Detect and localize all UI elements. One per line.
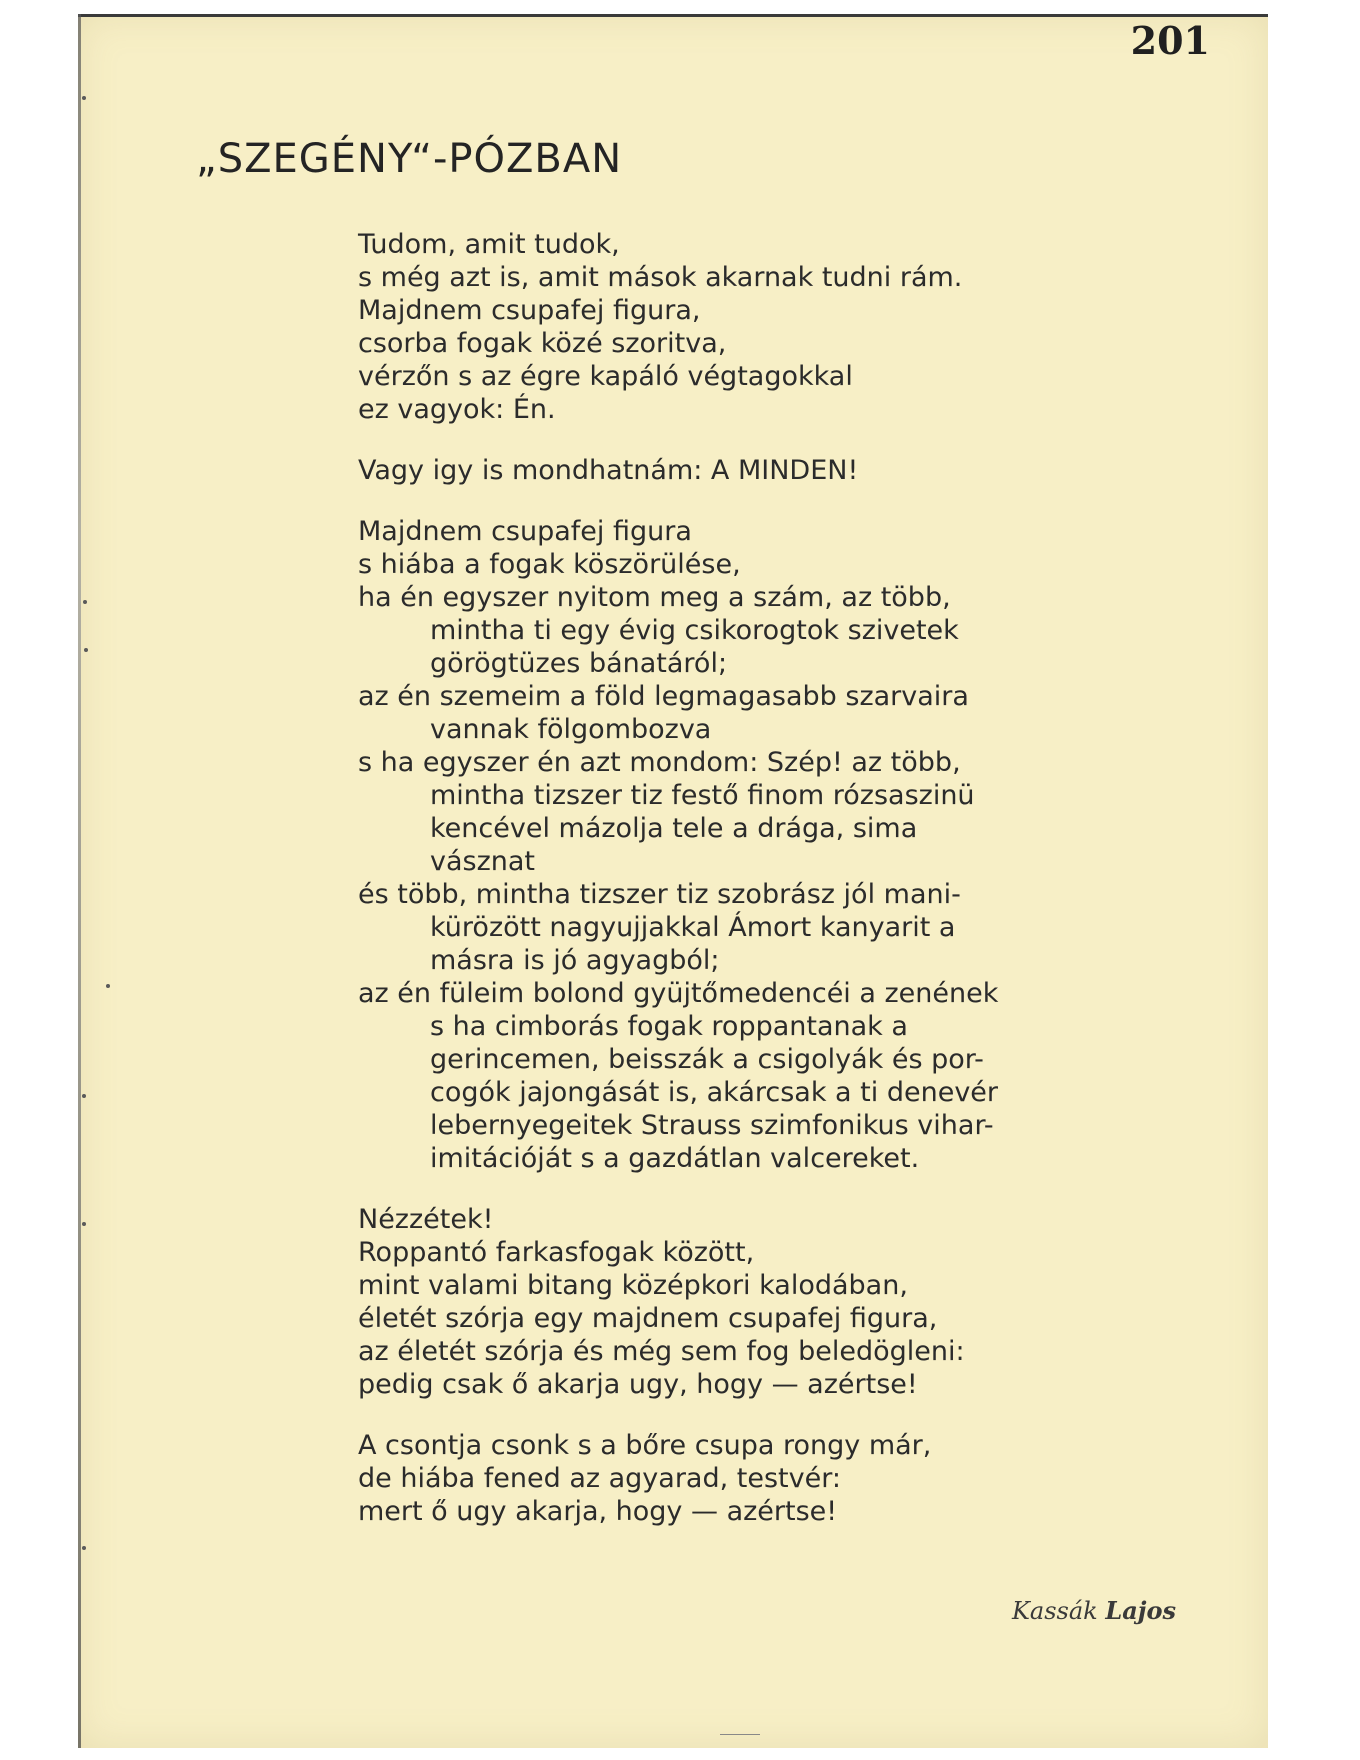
poem-line: görögtüzes bánatáról; bbox=[430, 648, 728, 679]
poem-line: másra is jó agyagból; bbox=[430, 945, 720, 976]
page-number: 201 bbox=[1130, 18, 1210, 63]
poem-stanza bbox=[358, 1203, 1098, 1401]
poem-body bbox=[358, 228, 1098, 1556]
bottom-mark bbox=[720, 1734, 760, 1735]
poem-line: csorba fogak közé szoritva, bbox=[358, 328, 727, 359]
poem-line: mint valami bitang középkori kalodában, bbox=[358, 1270, 908, 1301]
poem-line: ha én egyszer nyitom meg a szám, az több, bbox=[358, 582, 951, 613]
poem-line: kürözött nagyujjakkal Ámort kanyarit a bbox=[430, 912, 956, 943]
poem-line: mintha tizszer tiz festő finom rózsaszinü bbox=[430, 780, 975, 811]
poem-line: s hiába a fogak köszörülése, bbox=[358, 549, 741, 580]
margin-speck bbox=[84, 648, 88, 652]
poem-line: s ha egyszer én azt mondom: Szép! az több, bbox=[358, 747, 961, 778]
poem-line: az én füleim bolond gyüjtőmedencéi a zenének bbox=[358, 978, 999, 1009]
poem-line: imitációját s a gazdátlan valcereket. bbox=[430, 1143, 920, 1174]
poem-line: Roppantó farkasfogak között, bbox=[358, 1237, 755, 1268]
poem-line: lebernyegeitek Strauss szimfonikus vihar- bbox=[430, 1110, 994, 1141]
poem-title: „SZEGÉNY“-PÓZBAN bbox=[196, 136, 623, 182]
poem-line: ez vagyok: Én. bbox=[358, 394, 556, 425]
poem-line: Nézzétek! bbox=[358, 1204, 494, 1235]
poem-stanza bbox=[358, 228, 1098, 426]
margin-speck bbox=[106, 984, 110, 988]
poem-line: Tudom, amit tudok, bbox=[358, 229, 620, 260]
poem-line: gerincemen, beisszák a csigolyák és por- bbox=[430, 1044, 984, 1075]
author-family-name: Lajos bbox=[1105, 1596, 1176, 1625]
poem-line: Vagy igy is mondhatnám: A MINDEN! bbox=[358, 455, 859, 486]
poem-line: vannak fölgombozva bbox=[430, 714, 712, 745]
poem-line: Majdnem csupafej figura bbox=[358, 516, 692, 547]
margin-speck bbox=[83, 600, 87, 604]
poem-line: s ha cimborás fogak roppantanak a bbox=[430, 1011, 908, 1042]
poem-line: de hiába fened az agyarad, testvér: bbox=[358, 1463, 841, 1494]
top-edge-rule bbox=[78, 14, 1268, 17]
poem-line: cogók jajongását is, akárcsak a ti denevér bbox=[430, 1077, 999, 1108]
poem-line: A csontja csonk s a bőre csupa rongy már, bbox=[358, 1430, 932, 1461]
poem-line: kencével mázolja tele a drága, sima bbox=[430, 813, 918, 844]
poem-line: életét szórja egy majdnem csupafej figura, bbox=[358, 1303, 938, 1334]
poem-stanza bbox=[358, 1429, 1098, 1528]
poem-line: vásznat bbox=[430, 846, 536, 877]
poem-line: és több, mintha tizszer tiz szobrász jól mani- bbox=[358, 879, 961, 910]
margin-speck bbox=[82, 1546, 86, 1550]
poem-stanza bbox=[358, 515, 1098, 1175]
poem-line: vérzőn s az égre kapáló végtagokkal bbox=[358, 361, 853, 392]
poem-line: az én szemeim a föld legmagasabb szarvaira bbox=[358, 681, 969, 712]
poem-line: Majdnem csupafej figura, bbox=[358, 295, 701, 326]
poem-line: mintha ti egy évig csikorogtok szivetek bbox=[430, 615, 959, 646]
binding-edge bbox=[78, 14, 81, 1748]
poem-line: s még azt is, amit mások akarnak tudni rám. bbox=[358, 262, 963, 293]
author-signature bbox=[1000, 1596, 1176, 1625]
margin-speck bbox=[82, 1094, 86, 1098]
poem-line: az életét szórja és még sem fog beledögleni: bbox=[358, 1336, 965, 1367]
poem-line: pedig csak ő akarja ugy, hogy — azértse! bbox=[358, 1369, 918, 1400]
poem-line: mert ő ugy akarja, hogy — azértse! bbox=[358, 1496, 838, 1527]
poem-stanza bbox=[358, 454, 1098, 487]
margin-speck bbox=[82, 1222, 86, 1226]
author-given-name: Kassák bbox=[1011, 1597, 1098, 1625]
margin-speck bbox=[82, 96, 86, 100]
